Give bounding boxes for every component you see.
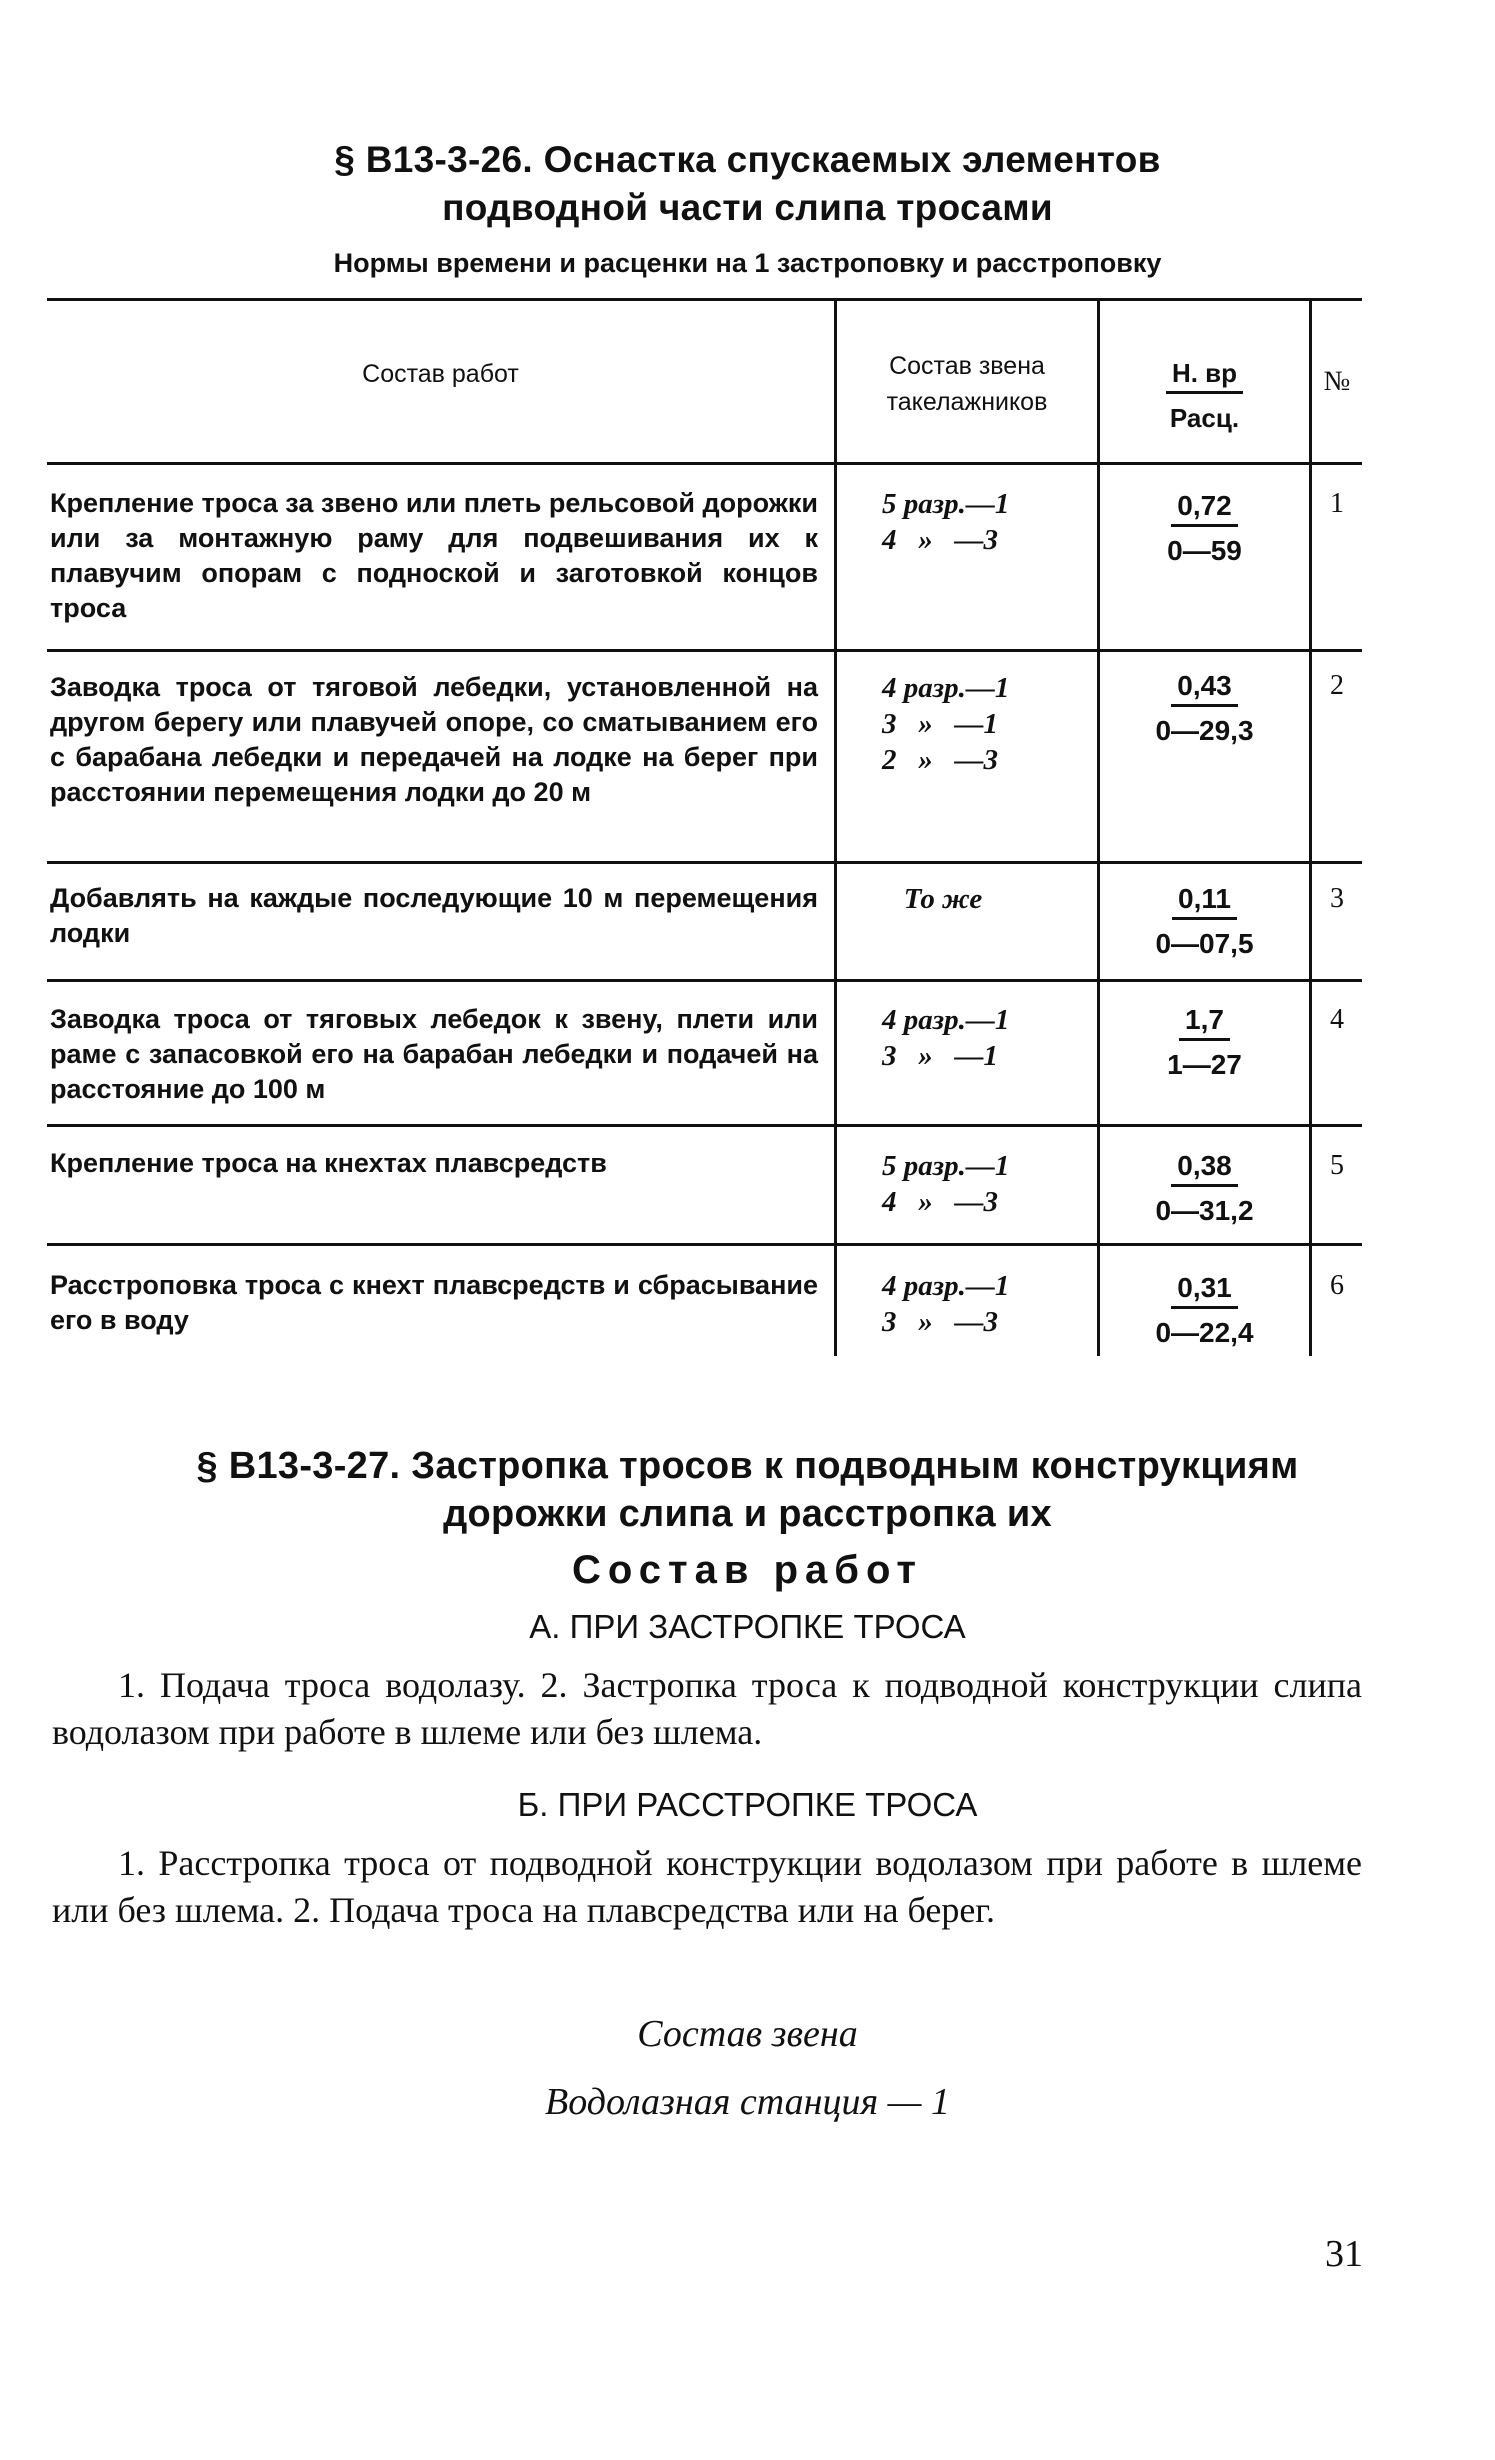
table-row-1-crew	[882, 486, 1092, 558]
norms-table	[47, 298, 1362, 1356]
page-number: 31	[1325, 2233, 1363, 2275]
rate: 0—31,2	[1155, 1195, 1254, 1226]
table-row-6-number: 6	[1330, 1270, 1344, 1301]
table-column-rule	[1309, 298, 1312, 1356]
table-row-rule	[47, 979, 1362, 982]
section-1-title-line-2: подводной части слипа тросами	[442, 187, 1053, 228]
header-rate: Расц.	[1169, 403, 1240, 433]
table-row-4-crew	[882, 1002, 1092, 1074]
header-crew-line-1: Состав звена	[889, 352, 1045, 380]
table-row-5-work: Крепление троса на кнехтах плавсредств	[50, 1148, 607, 1178]
table-row-rule	[47, 1124, 1362, 1127]
table-row-2-norm	[1100, 668, 1309, 749]
rate: 1—27	[1167, 1049, 1242, 1080]
table-row-2-crew	[882, 670, 1092, 778]
table-row-rule	[47, 1243, 1362, 1246]
crew-line: 4 » —3	[882, 524, 998, 556]
crew-value: Водолазная станция — 1	[545, 2081, 950, 2123]
table-row-4-work: Заводка троса от тяговых лебедок к звену, плети или раме с запасовкой его на барабан лебедки и подачей на расстояние до 100 м	[50, 1004, 818, 1104]
section-2-title-line-1: § В13-3-27. Застропка тросов к подводным конструкциям	[196, 1445, 1299, 1487]
crew-line: 4 разр.—1	[882, 672, 1010, 704]
section-2-title-line-2: дорожки слипа и расстропка их	[443, 1493, 1052, 1535]
table-row-4-number: 4	[1330, 1004, 1344, 1035]
table-row-1-number: 1	[1330, 488, 1344, 519]
composition-heading: Состав работ	[572, 1548, 923, 1592]
crew-line: 5 разр.—1	[882, 488, 1010, 520]
table-row-3-norm	[1100, 881, 1309, 962]
table-row-5-crew	[882, 1148, 1092, 1220]
table-row-6-crew	[882, 1268, 1092, 1340]
table-row-3-crew	[882, 881, 1092, 917]
header-norm-time: Н. вр	[1166, 355, 1243, 394]
table-row-3-number: 3	[1330, 883, 1344, 914]
header-crew-line-2: такелажников	[886, 388, 1048, 416]
header-crew	[837, 348, 1097, 420]
table-row-2-work: Заводка троса от тяговой лебедки, установленной на другом берегу или плавучей опоре, со сматыванием его с барабана лебедки и передачей на лодке на берег при расстоянии перемещения лодки до 20 м	[50, 672, 818, 807]
crew-line: 4 » —3	[882, 1186, 998, 1218]
section-1-title-line-1: § В13-3-26. Оснастка спускаемых элементов	[334, 139, 1161, 180]
part-a-text: 1. Подача троса водолазу. 2. Застропка троса к подводной конструкции слипа водолазом при работе в шлеме или без шлема.	[52, 1665, 1362, 1752]
crew-line: 4 разр.—1	[882, 1270, 1010, 1302]
table-column-rule	[834, 298, 837, 1356]
header-work: Состав работ	[362, 360, 519, 388]
section-1-subtitle: Нормы времени и расценки на 1 застроповку и расстроповку	[333, 248, 1162, 278]
table-row-1-work: Крепление троса за звено или плеть рельсовой дорожки или за монтажную раму для подвешивания их к плавучим опорам с подноской и заготовкой концов троса	[50, 488, 818, 623]
norm-time: 0,31	[1171, 1270, 1238, 1309]
table-top-rule	[47, 298, 1362, 301]
crew-line: 5 разр.—1	[882, 1150, 1010, 1182]
crew-line: 4 разр.—1	[882, 1004, 1010, 1036]
crew-line: 2 » —3	[882, 744, 998, 776]
rate: 0—59	[1167, 535, 1242, 566]
norm-time: 0,72	[1171, 488, 1238, 527]
rate: 0—07,5	[1155, 928, 1254, 959]
part-b-heading: Б. ПРИ РАССТРОПКЕ ТРОСА	[517, 1786, 978, 1823]
crew-heading: Состав звена	[637, 2013, 858, 2055]
rate: 0—29,3	[1155, 715, 1254, 746]
part-b-text: 1. Расстропка троса от подводной конструкции водолазом при работе в шлеме или без шлема. 2. Подача троса на плавсредства или на берег.	[52, 1843, 1362, 1930]
header-norm	[1100, 355, 1309, 436]
crew-line: 3 » —1	[882, 708, 998, 740]
table-row-6-norm	[1100, 1270, 1309, 1351]
part-a-heading: А. ПРИ ЗАСТРОПКЕ ТРОСА	[529, 1608, 966, 1645]
norm-time: 0,11	[1172, 881, 1237, 920]
table-row-2-number: 2	[1330, 670, 1344, 701]
table-row-6-work: Расстроповка троса с кнехт плавсредств и сбрасывание его в воду	[50, 1270, 818, 1335]
table-row-rule	[47, 649, 1362, 652]
table-header-rule	[47, 462, 1362, 465]
norm-time: 0,43	[1171, 668, 1238, 707]
table-row-4-norm	[1100, 1002, 1309, 1083]
header-number: №	[1323, 366, 1351, 397]
table-row-5-number: 5	[1330, 1150, 1344, 1181]
crew-line: 3 » —3	[882, 1306, 998, 1338]
table-row-3-work: Добавлять на каждые последующие 10 м перемещения лодки	[50, 883, 818, 948]
norm-time: 0,38	[1171, 1148, 1238, 1187]
table-row-1-norm	[1100, 488, 1309, 569]
crew-line: То же	[882, 883, 983, 915]
table-row-5-norm	[1100, 1148, 1309, 1229]
crew-line: 3 » —1	[882, 1040, 998, 1072]
table-row-rule	[47, 861, 1362, 864]
norm-time: 1,7	[1179, 1002, 1230, 1041]
rate: 0—22,4	[1155, 1317, 1254, 1348]
